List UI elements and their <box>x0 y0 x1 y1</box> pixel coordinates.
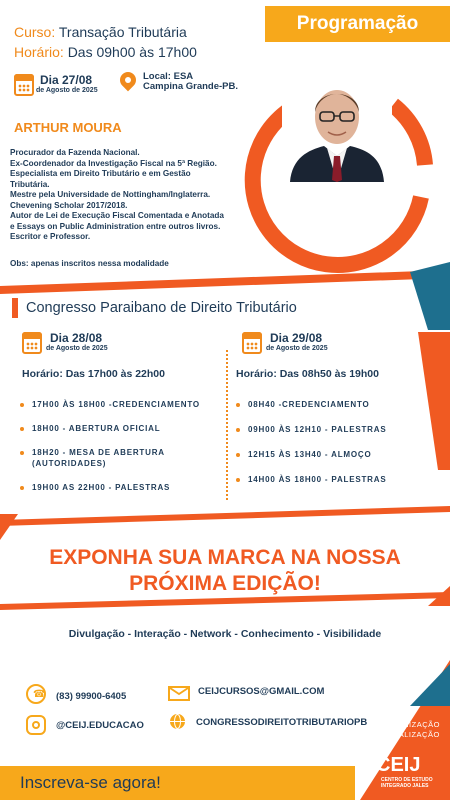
globe-icon <box>170 714 185 729</box>
ceij-logo: CEIJ <box>376 754 421 776</box>
title-accent-bar <box>12 298 18 318</box>
day1-date-month: de Agosto de 2025 <box>46 345 108 352</box>
organizer-label-line1: ORGANIZAÇÃO <box>379 720 440 729</box>
time-line <box>14 44 197 60</box>
expo-line1: EXPONHA SUA MARCA NA NOSSA <box>49 546 401 569</box>
contact-email[interactable]: CEIJCURSOS@GMAIL.COM <box>198 686 325 697</box>
speaker-photo <box>282 72 392 182</box>
course-label: Curso: <box>14 24 56 40</box>
expo-headline <box>0 545 450 597</box>
calendar-icon <box>22 332 42 354</box>
day2-hours: Horário: Das 08h50 às 19h00 <box>236 368 379 380</box>
time-label: Horário: <box>14 44 64 60</box>
speaker-bio <box>10 148 255 243</box>
contact-phone[interactable]: (83) 99900-6405 <box>56 691 127 702</box>
logo-sub-line1: CENTRO DE ESTUDO <box>381 777 433 783</box>
calendar-icon <box>242 332 262 354</box>
contact-instagram[interactable]: @CEIJ.EDUCACAO <box>56 720 144 731</box>
speaker-name: ARTHUR MOURA <box>14 120 122 135</box>
list-item: 08H40 -CREDENCIAMENTO <box>236 399 426 410</box>
whatsapp-icon: ☎ <box>26 684 46 704</box>
bio-line: Especialista em Direito Tributário e em Gestão <box>10 169 191 178</box>
list-item: 14H00 ÀS 18H00 - PALESTRAS <box>236 474 426 485</box>
event-date-month: de Agosto de 2025 <box>36 87 98 94</box>
email-icon <box>168 686 190 701</box>
bio-line: Tributária. <box>10 179 50 189</box>
course-line <box>14 24 187 40</box>
location-line1: Local: ESA <box>143 71 194 82</box>
time-value: Das 09h00 às 17h00 <box>67 44 197 60</box>
day2-date-month: de Agosto de 2025 <box>266 345 328 352</box>
location-line2: Campina Grande-PB. <box>143 81 239 92</box>
calendar-icon <box>14 74 34 96</box>
day1-date: Dia 28/08 <box>50 331 103 345</box>
speaker-note: Obs: apenas inscritos nessa modalidade <box>10 259 169 268</box>
list-item: 19H00 AS 22H00 - PALESTRAS <box>20 482 220 493</box>
column-divider <box>226 350 228 500</box>
list-item: 12H15 ÀS 13H40 - ALMOÇO <box>236 449 426 460</box>
bio-line: Mestre pela Universidade de Nottingham/Inglaterra. <box>10 190 211 199</box>
list-item: 18H00 - ABERTURA OFICIAL <box>20 423 220 434</box>
course-value: Transação Tributária <box>58 24 187 40</box>
ceij-logo-subtitle <box>381 777 433 789</box>
bio-line: Autor de Lei de Execução Fiscal Comentada e Anotada <box>10 211 224 220</box>
list-item: 18H20 - MESA DE ABERTURA (AUTORIDADES) <box>20 447 220 469</box>
bio-line: Chevening Scholar 2017/2018. <box>10 200 128 210</box>
bio-line: Procurador da Fazenda Nacional. <box>10 148 140 157</box>
day2-date: Dia 29/08 <box>270 331 323 345</box>
organizer-label <box>372 720 447 740</box>
programacao-banner: Programação <box>265 6 450 42</box>
bio-line: Ex-Coordenador da Investigação Fiscal na 5ª Região. <box>10 158 217 168</box>
day2-schedule <box>236 399 426 499</box>
expo-line2: PRÓXIMA EDIÇÃO! <box>129 572 321 595</box>
contact-website[interactable]: CONGRESSODIREITOTRIBUTARIOPB <box>196 717 368 728</box>
list-item: 09H00 ÀS 12H10 - PALESTRAS <box>236 424 426 435</box>
logo-sub-line2: INTEGRADO JALES <box>381 783 429 789</box>
event-date: Dia 27/08 <box>40 73 93 87</box>
list-item: 17H00 ÀS 18H00 -CREDENCIAMENTO <box>20 399 220 410</box>
instagram-icon <box>26 715 46 735</box>
bio-line: Escritor e Professor. <box>10 232 91 241</box>
day1-schedule <box>20 399 220 506</box>
signup-cta[interactable]: Inscreva-se agora! <box>0 766 355 800</box>
day1-hours: Horário: Das 17h00 às 22h00 <box>22 368 165 380</box>
organizer-label-line2: E REALIZAÇÃO <box>379 730 440 739</box>
congress-title: Congresso Paraibano de Direito Tributário <box>26 300 297 316</box>
bio-line: e Essays on Public Administration entre outros livros. <box>10 221 221 231</box>
expo-keywords: Divulgação - Interação - Network - Conhecimento - Visibilidade <box>68 628 382 640</box>
